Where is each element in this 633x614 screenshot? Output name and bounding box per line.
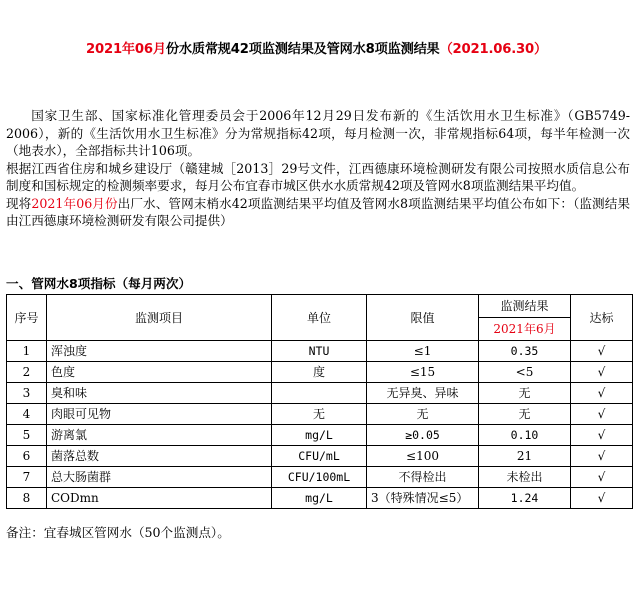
header-unit: 单位 [272, 295, 367, 341]
table-row [7, 488, 633, 509]
row-item: CODmn [47, 488, 272, 509]
results-table [6, 294, 633, 509]
row-index: 7 [7, 467, 47, 488]
header-limit: 限值 [367, 295, 479, 341]
row-pass: √ [571, 383, 633, 404]
row-index: 3 [7, 383, 47, 404]
row-index: 4 [7, 404, 47, 425]
row-result: 无 [479, 404, 571, 425]
row-item: 菌落总数 [47, 446, 272, 467]
row-result: 未检出 [479, 467, 571, 488]
row-unit: mg/L [272, 425, 367, 446]
intro-paragraph-1: 国家卫生部、国家标准化管理委员会于2006年12月29日发布新的《生活饮用水卫生标准》（GB5749-2006），新的《生活饮用水卫生标准》分为常规指标42项，每月检测一次，非常规指标64项，每半年检测一次（地表水），全部指标共计106项。 [6, 108, 630, 158]
row-index: 6 [7, 446, 47, 467]
row-pass: √ [571, 467, 633, 488]
row-item: 臭和味 [47, 383, 272, 404]
table-row [7, 404, 633, 425]
title-date: （2021.06.30） [439, 42, 547, 57]
intro-paragraph-2: 根据江西省住房和城乡建设厅（赣建城［2013］29号文件，江西德康环境检测研发有限公司按照水质信息公布制度和国标规定的检测频率要求，每月公布宜春市城区供水水质常规42项及管网水8项监测结果平均值。 [6, 160, 630, 193]
row-unit: mg/L [272, 488, 367, 509]
row-limit: 不得检出 [367, 467, 479, 488]
row-pass: √ [571, 488, 633, 509]
row-item: 肉眼可见物 [47, 404, 272, 425]
row-limit: 3（特殊情况≤5） [367, 488, 479, 509]
row-index: 2 [7, 362, 47, 383]
row-limit: 无 [367, 404, 479, 425]
row-unit: NTU [272, 341, 367, 362]
intro-p3-after: 出厂水、管网末梢水42项监测结果平均值及管网水8项监测结果平均值公布如下：（监测结果由江西德康环境检测研发有限公司提供） [6, 195, 631, 228]
row-result: 1.24 [479, 488, 571, 509]
row-pass: √ [571, 341, 633, 362]
row-pass: √ [571, 404, 633, 425]
row-index: 5 [7, 425, 47, 446]
intro-text [6, 107, 630, 230]
table-row [7, 362, 633, 383]
table-row [7, 467, 633, 488]
row-limit: ≤15 [367, 362, 479, 383]
intro-p3-month: 2021年06月份 [31, 195, 118, 211]
row-limit: ≤1 [367, 341, 479, 362]
table-row [7, 383, 633, 404]
row-unit [272, 383, 367, 404]
row-result: 21 [479, 446, 571, 467]
intro-paragraph-3 [6, 195, 630, 230]
row-item: 总大肠菌群 [47, 467, 272, 488]
title-month: 2021年06月 [86, 42, 166, 57]
section-title: 一、管网水8项指标（每月两次） [6, 276, 192, 291]
header-result-month: 2021年6月 [479, 318, 571, 341]
row-unit: 无 [272, 404, 367, 425]
row-limit: 无异臭、异味 [367, 383, 479, 404]
table-row [7, 425, 633, 446]
row-unit: CFU/mL [272, 446, 367, 467]
row-item: 色度 [47, 362, 272, 383]
row-item: 游离氯 [47, 425, 272, 446]
row-index: 1 [7, 341, 47, 362]
row-unit: CFU/100mL [272, 467, 367, 488]
row-item: 浑浊度 [47, 341, 272, 362]
row-limit: ≥0.05 [367, 425, 479, 446]
row-limit: ≤100 [367, 446, 479, 467]
row-pass: √ [571, 425, 633, 446]
row-result: 0.35 [479, 341, 571, 362]
title-main: 份水质常规42项监测结果及管网水8项监测结果 [165, 42, 440, 57]
header-index: 序号 [7, 295, 47, 341]
row-pass: √ [571, 446, 633, 467]
row-index: 8 [7, 488, 47, 509]
header-pass: 达标 [571, 295, 633, 341]
row-unit: 度 [272, 362, 367, 383]
header-item: 监测项目 [47, 295, 272, 341]
intro-p3-before: 现将 [6, 195, 32, 211]
row-result: 无 [479, 383, 571, 404]
row-result: 0.10 [479, 425, 571, 446]
row-pass: √ [571, 362, 633, 383]
table-row [7, 446, 633, 467]
page-title [0, 38, 633, 57]
header-result: 监测结果 [479, 295, 571, 318]
table-row [7, 341, 633, 362]
footnote: 备注：宜春城区管网水（50个监测点）。 [6, 525, 230, 540]
row-result: <5 [479, 362, 571, 383]
